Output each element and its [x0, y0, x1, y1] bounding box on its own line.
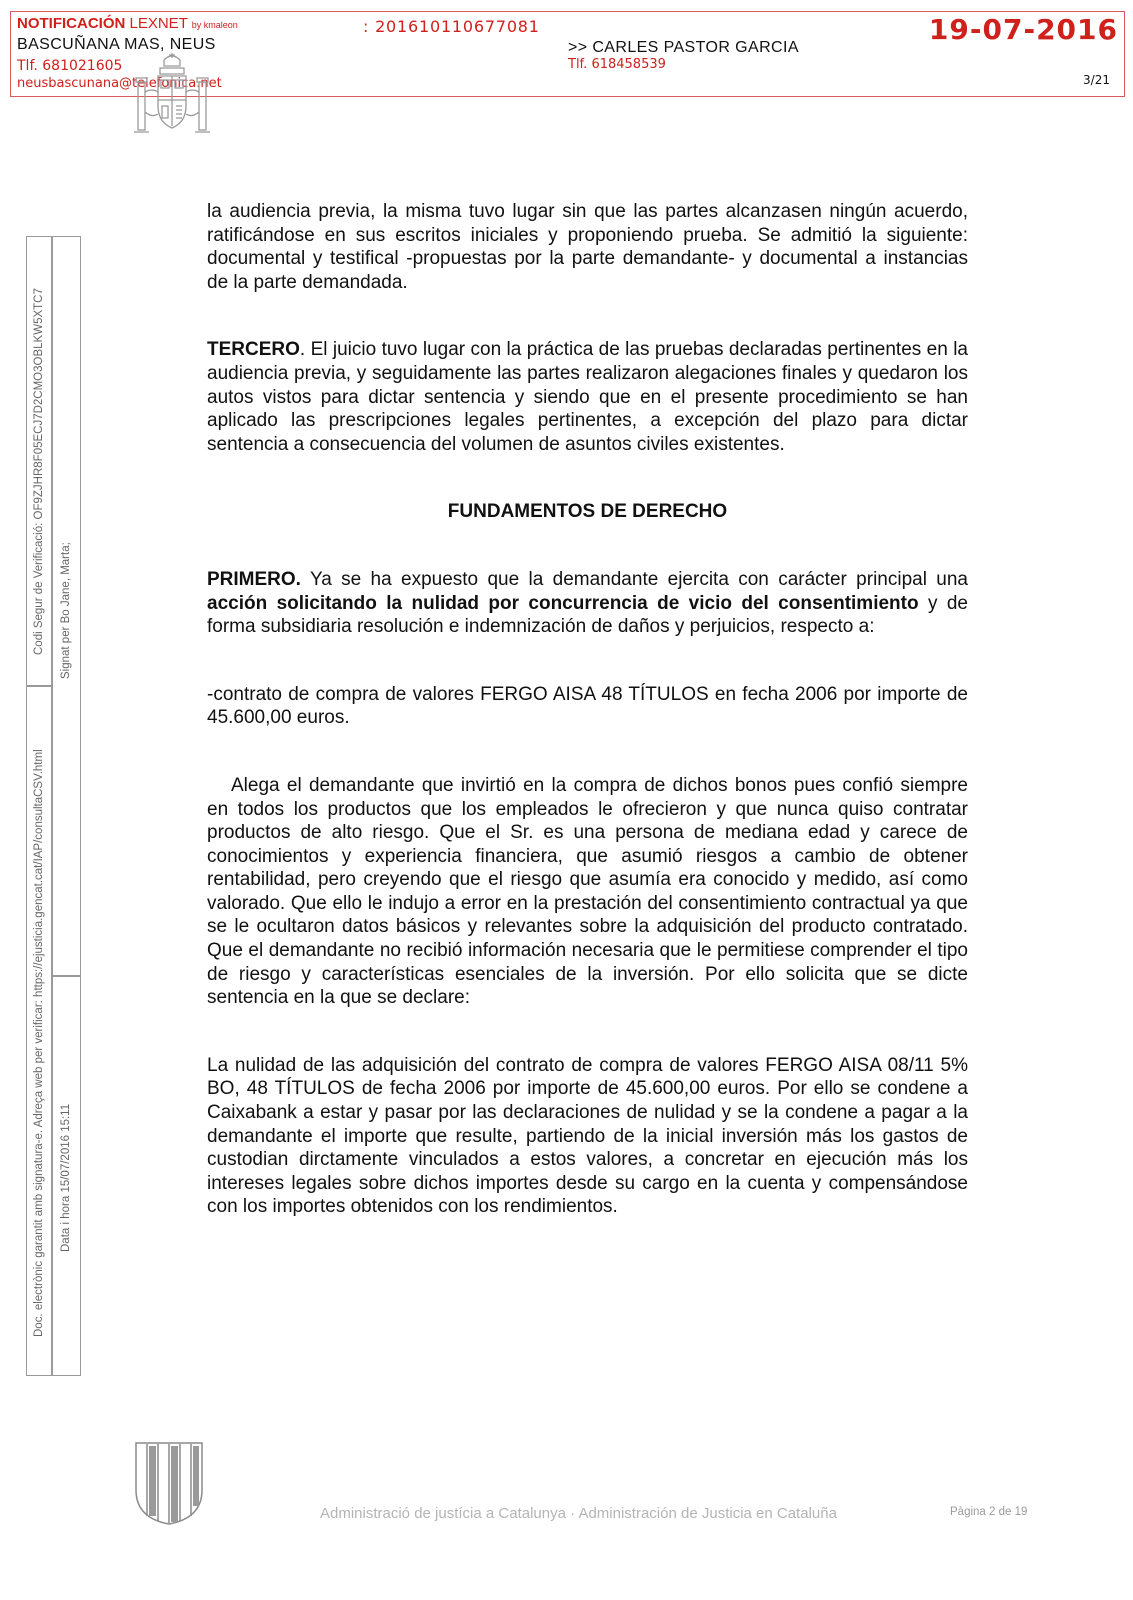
sender-email: neusbascunana@telefonica.net — [17, 76, 222, 91]
recipient-phone: Tlf. 618458539 — [568, 57, 666, 72]
lexnet-title — [17, 15, 238, 32]
paragraph-contract: -contrato de compra de valores FERGO AISA 48 TÍTULOS en fecha 2006 por importe de 45.600,00 euros. — [207, 683, 968, 729]
footer-page-number: Pàgina 2 de 19 — [950, 1506, 1028, 1518]
strip-divider — [51, 237, 53, 1375]
footer-administration: Administració de justícia a Catalunya · Administración de Justicia en Cataluña — [320, 1505, 837, 1522]
signed-by: Signat per Bo Jane, Marta; — [60, 542, 72, 679]
tercero-text: . El juicio tuvo lugar con la práctica de las pruebas declaradas pertinentes en la audiencia previa, y seguidamente las partes realizaron alegaciones finales y quedaron los autos vistos para dictar sentencia y siendo que en el presente procedimiento se han aplicado las prescripciones legales pertinentes, a excepción del plazo para dictar sentencia a consecuencia del volumen de asuntos civiles existentes. — [207, 339, 968, 455]
page-count: 3/21 — [1083, 73, 1110, 87]
recipient-name: >> CARLES PASTOR GARCIA — [568, 39, 799, 56]
sender-phone: Tlf. 681021605 — [17, 58, 123, 74]
notification-date: 19-07-2016 — [928, 13, 1118, 46]
section-heading: FUNDAMENTOS DE DERECHO — [447, 501, 728, 523]
paragraph-nulidad: La nulidad de las adquisición del contrato de compra de valores FERGO AISA 08/11 5% BO, 48 TÍTULOS de fecha 2006 por importe de 45.600,00 euros. Por ello se condene a Caixabank a estar y pasar por las declaraciones de nulidad y se la condene a pagar a la demandante el importe que resulte, partiendo de la inicial inversión más los gastos de custodian dirctamente vinculados a estos valores, a concretar en ejecución más los intereses legales sobre dichos importes desde su cargo en la cuenta y compensándose con los importes obtenidos con los rendimientos. — [207, 1054, 968, 1218]
strip-divider — [27, 685, 52, 687]
sender-name: BASCUÑANA MAS, NEUS — [17, 36, 216, 53]
tercero-label: TERCERO — [207, 339, 300, 361]
paragraph-tercero — [207, 338, 968, 456]
lexnet-title-bold: NOTIFICACIÓN — [17, 15, 126, 32]
paragraph-audiencia: la audiencia previa, la misma tuvo lugar sin que las partes alcanzasen ningún acuerdo, ratificándose en sus escritos iniciales y proponiendo prueba. Se admitió la siguiente: documental y testifical -propuestas por la parte demandante- y documental a instancias de la parte demandada. — [207, 201, 968, 293]
strip-divider — [52, 975, 80, 977]
lexnet-by: by kmaleon — [191, 20, 238, 30]
notification-number: : 201610110677081 — [363, 17, 540, 36]
verification-strip — [26, 236, 81, 1376]
paragraph-alega: Alega el demandante que invirtió en la compra de dichos bonos pues confió siempre en todos los productos que los empleados le ofrecieron y que nunca quiso contratar productos de alto riesgo. Que el Sr. es una persona de mediana edad y carece de conocimientos y experiencia financiera, que asumió riesgos a cambio de obtener rentabilidad, pero creyendo que el riesgo que asumía era conocido y medido, así como valorado. Que ello le indujo a error en la prestación del consentimiento contractual ya que se le ocultaron datos básicos y relevantes sobre la adquisición del producto contratado. Que el demandante no recibió información necesaria que le permitiese comprender el tipo de riesgo y características esenciales de la inversión. Por ello solicita que se dicte sentencia en la que se declare: — [207, 774, 968, 1009]
primero-label: PRIMERO. — [207, 568, 301, 590]
coat-of-arms-icon — [130, 52, 214, 138]
primero-text-end: y de forma subsidiaria resolución e indemnización de daños y perjuicios, respecto a: — [207, 592, 968, 638]
signature-datetime: Data i hora 15/07/2016 15:11 — [60, 1103, 72, 1252]
paragraph-primero — [207, 568, 968, 639]
verification-url: Doc. electrònic garantit amb signatura-e. Adreça web per verificar: https://ejusticia.gencat.cat/IAP/consultaCSV.html — [33, 749, 45, 1337]
primero-bold: acción solicitando la nulidad por concurrencia de vicio del consentimiento — [207, 592, 919, 614]
lexnet-title-rest: LEXNET — [129, 15, 188, 32]
verification-code: Codi Segur de Verificació: OF9ZJHR8F05ECJ7D2CMO3OBLKW5XTC7 — [33, 288, 45, 655]
generalitat-logo-icon — [133, 1440, 205, 1526]
primero-text: Ya se ha expuesto que la demandante ejercita con carácter principal una — [300, 568, 968, 590]
document-body — [207, 200, 968, 1219]
